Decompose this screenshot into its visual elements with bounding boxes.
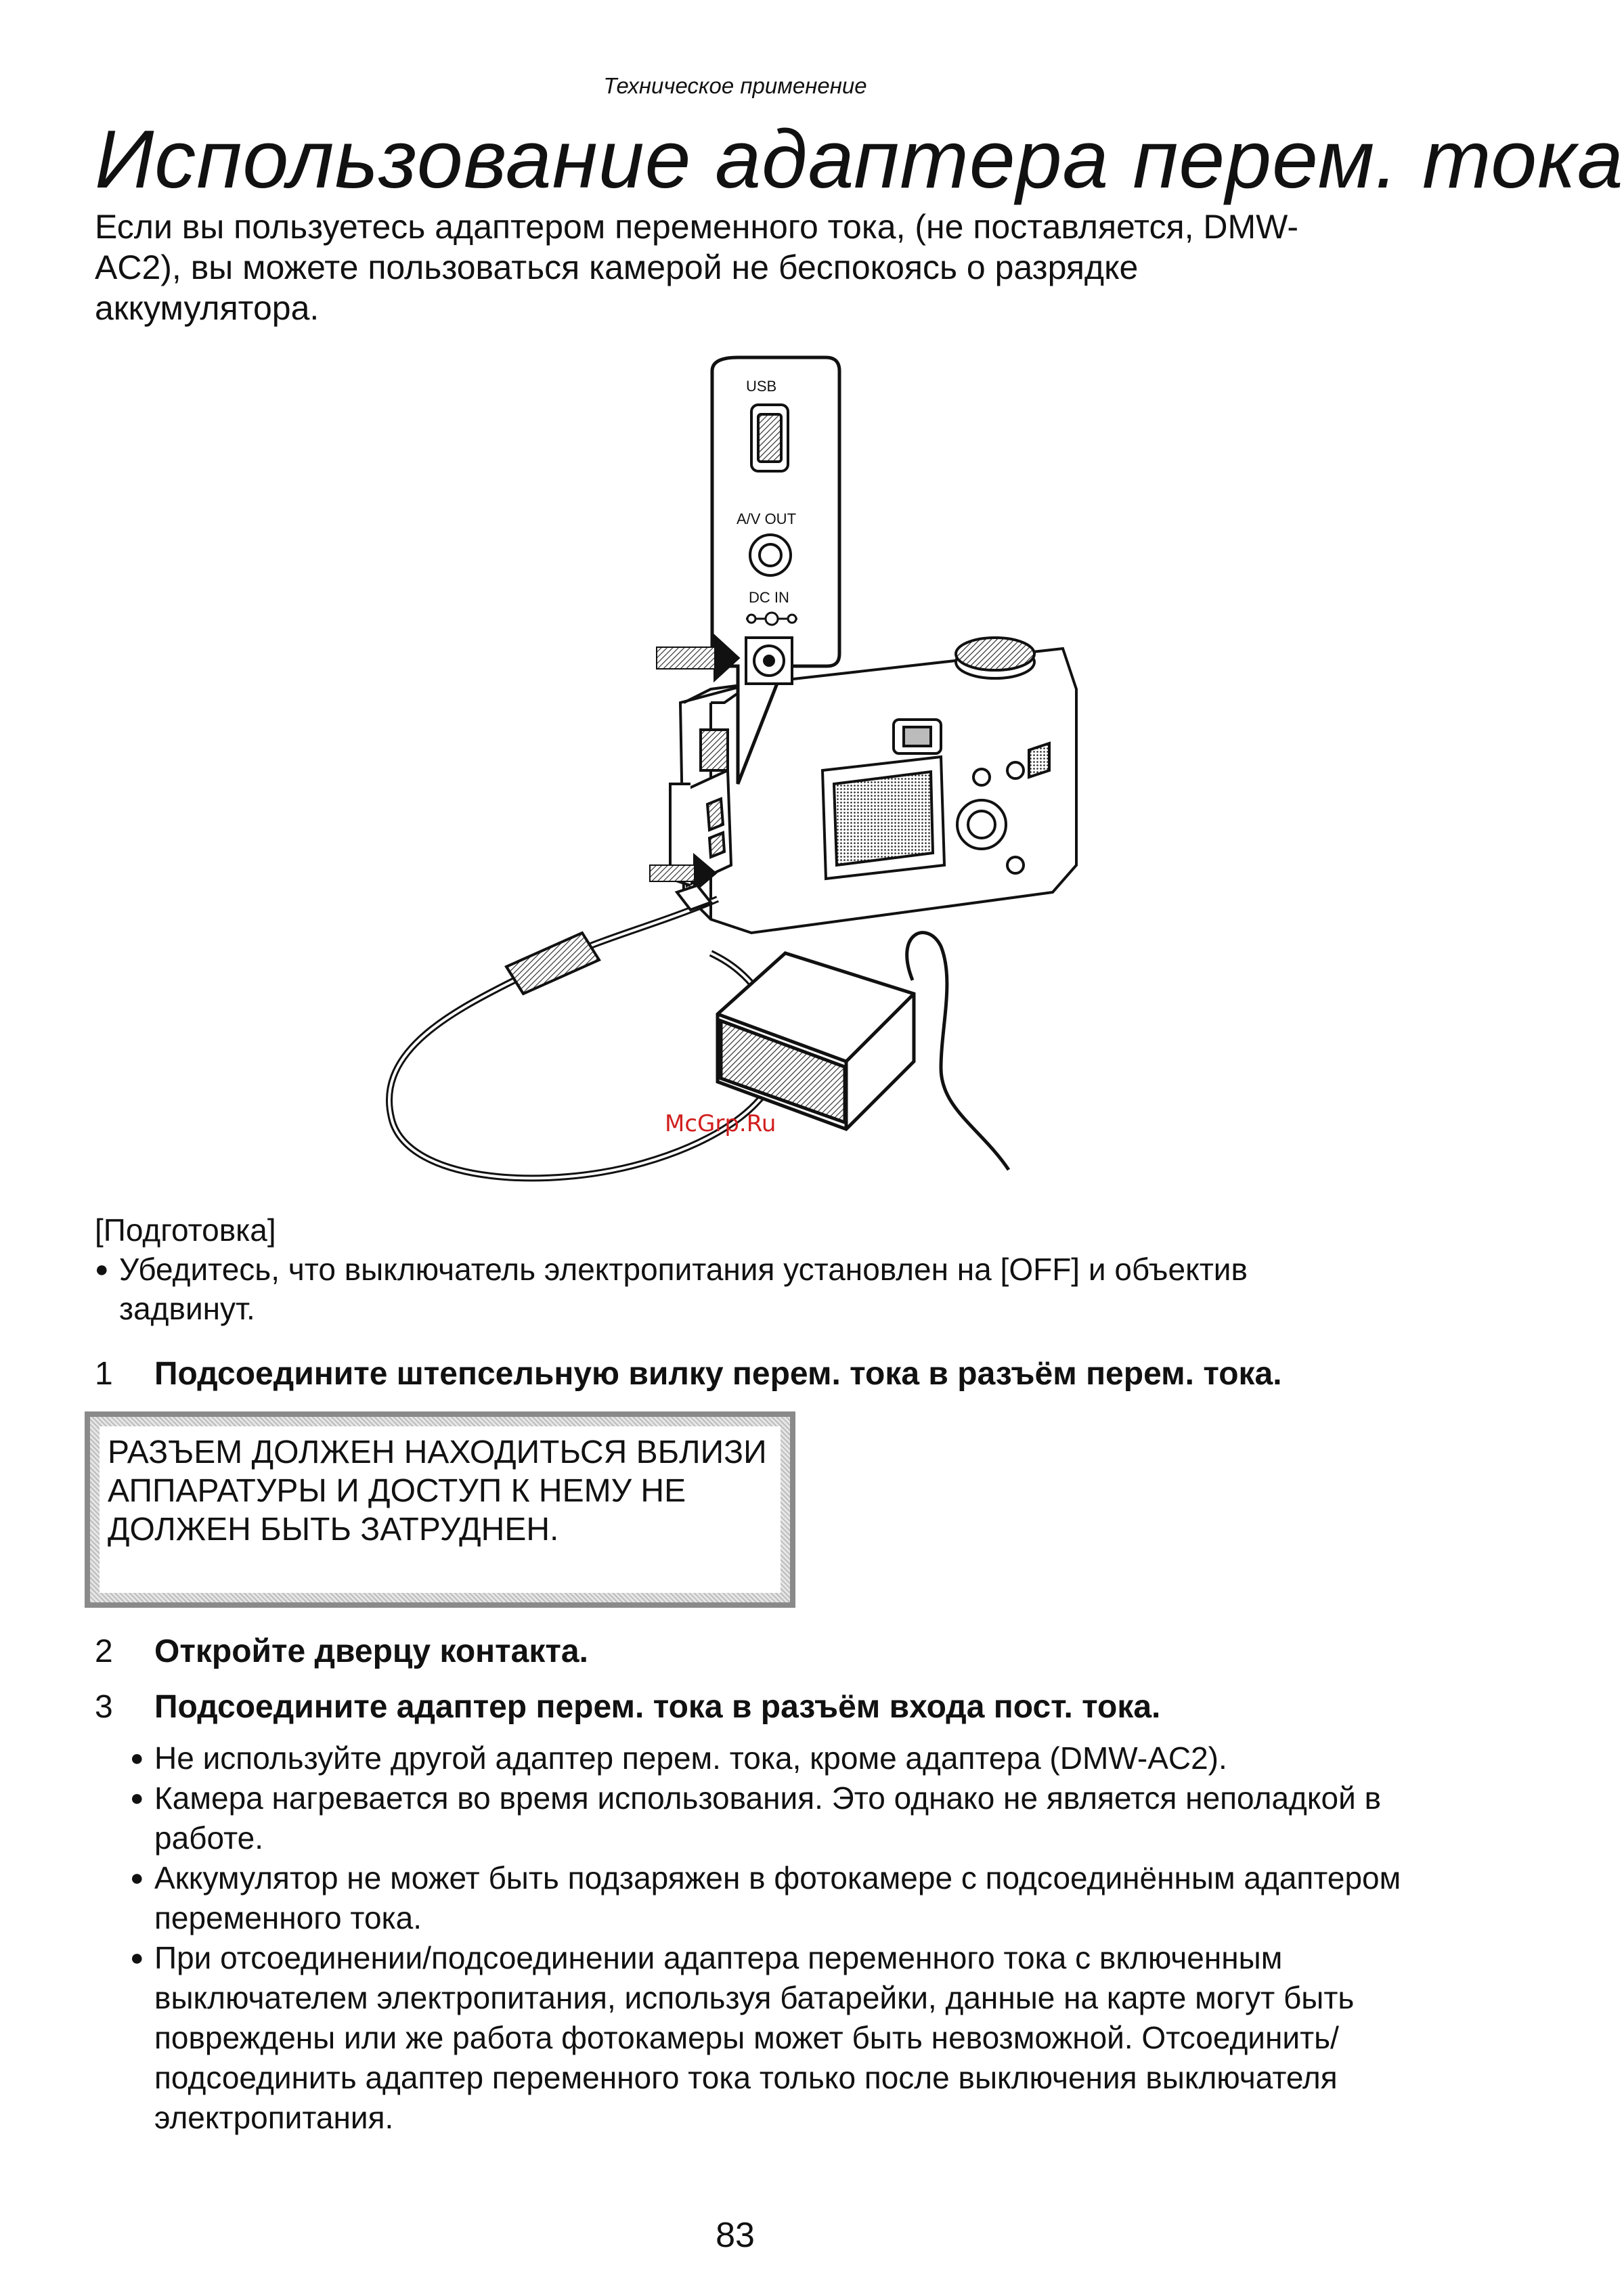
step-text: Подсоедините штепсельную вилку перем. тока в разъём перем. тока.	[154, 1356, 1282, 1392]
note-item	[130, 1858, 1403, 1938]
preparation-label: [Подготовка]	[95, 1212, 276, 1248]
dc-in-label: DC IN	[749, 589, 789, 606]
step-2	[95, 1631, 1442, 1672]
ferrite-core	[506, 933, 599, 994]
step-1	[95, 1354, 1442, 1395]
note-text: Аккумулятор не может быть подзаряжен в фотокамере с подсоединённым адаптером переменного тока.	[154, 1860, 1401, 1935]
bullet-icon: ●	[130, 1865, 144, 1891]
bullet-icon: ●	[95, 1256, 109, 1282]
av-out-label: A/V OUT	[737, 510, 797, 527]
warning-box	[85, 1411, 795, 1608]
section-header: Техническое применение	[603, 73, 867, 98]
polarity-icon	[746, 613, 797, 625]
usb-label: USB	[746, 378, 777, 395]
step-number: 1	[95, 1356, 113, 1392]
dc-in-port-icon	[746, 638, 792, 684]
bullet-icon: ●	[130, 1785, 144, 1811]
step-text: Откройте дверцу контакта.	[154, 1634, 588, 1669]
av-out-port-icon	[750, 535, 791, 575]
page-number: 83	[716, 2216, 755, 2255]
note-item	[130, 1938, 1403, 2138]
usb-port-icon	[751, 405, 788, 471]
bullet-icon: ●	[130, 1945, 144, 1971]
step-3-notes	[130, 1738, 1403, 2138]
note-text: При отсоединении/подсоединении адаптера переменного тока с включенным выключателем электропитания, используя батарейки, данные на карте могут быть повреждены или же работа фотокамеры может быть невозможной. Отсоединить/подсоединить адаптер переменного тока только после выключения выключателя электропитания.	[154, 1940, 1355, 2135]
camera-ac-adapter-illustration	[332, 351, 1090, 1210]
preparation-bullet	[95, 1250, 1300, 1328]
note-item	[130, 1738, 1403, 1778]
preparation-bullet-text: Убедитесь, что выключатель электропитания установлен на [OFF] и объектив задвинут.	[119, 1252, 1248, 1326]
page-title: Использование адаптера перем. тока	[95, 113, 1624, 205]
note-text: Не используйте другой адаптер перем. тока, кроме адаптера (DMW-AC2).	[154, 1740, 1227, 1776]
step-number: 3	[95, 1689, 113, 1725]
intro-paragraph: Если вы пользуетесь адаптером переменного тока, (не поставляется, DMW-AC2), вы можете пользоваться камерой не беспокоясь о разрядке аккумулятора.	[95, 208, 1299, 327]
watermark: McGrp.Ru	[665, 1110, 776, 1137]
step-text: Подсоедините адаптер перем. тока в разъём входа пост. тока.	[154, 1689, 1161, 1725]
bullet-icon: ●	[130, 1745, 144, 1771]
step-3	[95, 1687, 1442, 1728]
warning-text: РАЗЪЕМ ДОЛЖЕН НАХОДИТЬСЯ ВБЛИЗИ АППАРАТУРЫ И ДОСТУП К НЕМУ НЕ ДОЛЖЕН БЫТЬ ЗАТРУДНЕН.	[100, 1426, 781, 1593]
note-text: Камера нагревается во время использования. Это однако не является неполадкой в работе.	[154, 1780, 1382, 1856]
step-number: 2	[95, 1634, 113, 1669]
note-item	[130, 1778, 1403, 1858]
camera-body	[670, 638, 1076, 933]
